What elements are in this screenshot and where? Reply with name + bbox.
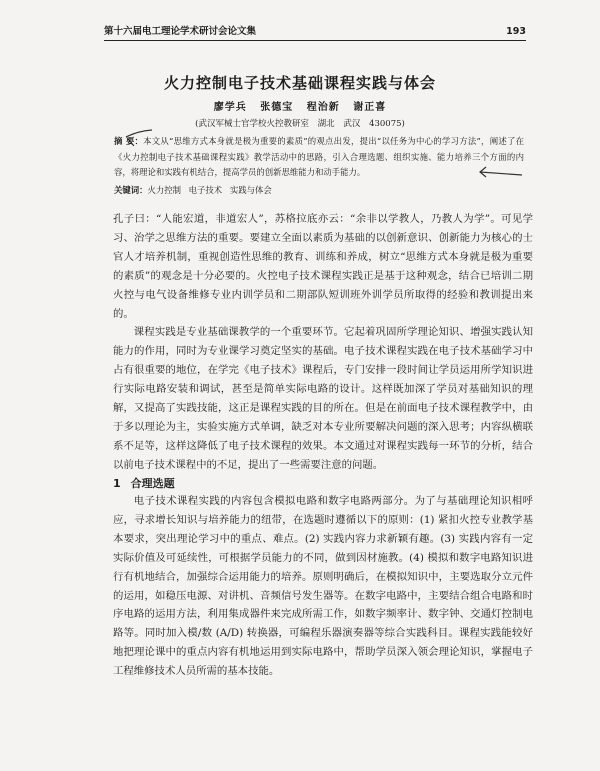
running-header [104, 23, 526, 41]
abstract [114, 134, 524, 181]
section-1-paragraph: 电子技术课程实践的内容包含模拟电路和数字电路两部分。为了与基础理论知识相呼应，寻求增长知识与培养能力的纽带，在选题时遵循以下的原则：(1) 紧扣火控专业教学基本要求，突出理论学习中的重点、难点。(2) 实践内容力求新颖有趣。(3) 实践内容有一定实际价值及可延续性，可根据学员能力的不同，做到因材施教。(4) 模拟和数字电路知识进行有机地结合，加强综合运用能力的培养。原则明确后，在模拟知识中，主要选取分立元件的运用，如稳压电源、对讲机、音频信号发生器等。在数字电路中，主要结合组合电路和时序电路的运用方法，利用集成器件来完成所需工作，如数字频率计、数字钟、交通灯控制电路等。同时加入模/数 (A/D) 转换器，可编程乐器演奏器等综合实践科目。课程实践能较好地把理论课中的重点内容有机地运用到实际电路中，帮助学员深入领会理论知识，掌握电子工程维修技术人员所需的基本技能。 [113, 495, 533, 678]
section-title: 合理选题 [130, 477, 175, 490]
intro-section [113, 210, 533, 475]
paper-title: 火力控制电子技术基础课程实践与体会 [163, 74, 436, 92]
abstract-label: 摘 要： [114, 136, 144, 146]
section-1-body [113, 492, 533, 681]
keywords-text: 火力控制 电子技术 实践与体会 [147, 185, 272, 195]
section-number: 1 [113, 477, 121, 490]
section-heading [113, 475, 175, 491]
keywords [114, 184, 272, 196]
author-list: 廖学兵 张德宝 程治新 谢正喜 [213, 102, 387, 113]
journal-name: 第十六届电工理论学术研讨会论文集 [104, 26, 257, 37]
page-number: 193 [506, 26, 526, 37]
author-affiliation: (武汉军械士官学校火控教研室 湖北 武汉 430075) [195, 119, 405, 129]
keywords-label: 关键词： [114, 185, 148, 195]
paragraph-2: 课程实践是专业基础课教学的一个重要环节。它起着巩固所学理论知识、增强实践认知能力的作用，同时为专业课学习奠定坚实的基础。电子技术课程实践在电子技术基础学习中占有很重要的地位，在学完《电子技术》课程后，专门安排一段时间让学员运用所学知识进行实际电路安装和调试，甚至是简单实际电路的设计。这样既加深了学员对基础知识的理解，又提高了实践技能，这正是课程实践的目的所在。但是在前面电子技术课程教学中，由于多以理论为主，实验实施方式单调，缺乏对本专业所要解决问题的深入思考；内容纵横联系不足等，这样这降低了电子技术课程的效果。本文通过对课程实践每一环节的分析，结合以前电子技术课程中的不足，提出了一些需要注意的问题。 [113, 326, 533, 471]
paragraph-1: 孔子曰：“人能宏道，非道宏人”，苏格拉底亦云：“余非以学教人，乃教人为学”。可见学习、治学之思维方法的重要。要建立全面以素质为基础的以创新意识、创新能力为核心的士官人才培养机制，重视创造性思维的教育、训练和养成，树立“思维方式本身就是极为重要的素质”的观念是十分必要的。火控电子技术课程实践正是基于这种观念，结合已培训二期火控与电气设备维修专业内训学员和二期部队短训班外训学员所取得的经验和教训提出来的。 [113, 213, 533, 320]
abstract-text: 本文从“思维方式本身就是极为重要的素质”的观点出发，提出“以任务为中心的学习方法”，阐述了在《火力控制电子技术基础课程实践》教学活动中的思路，引入合理选题、组织实施、能力培养三个方面的内容，将理论和实践有机结合，提高学员的创新思维能力和动手能力。 [114, 136, 524, 177]
